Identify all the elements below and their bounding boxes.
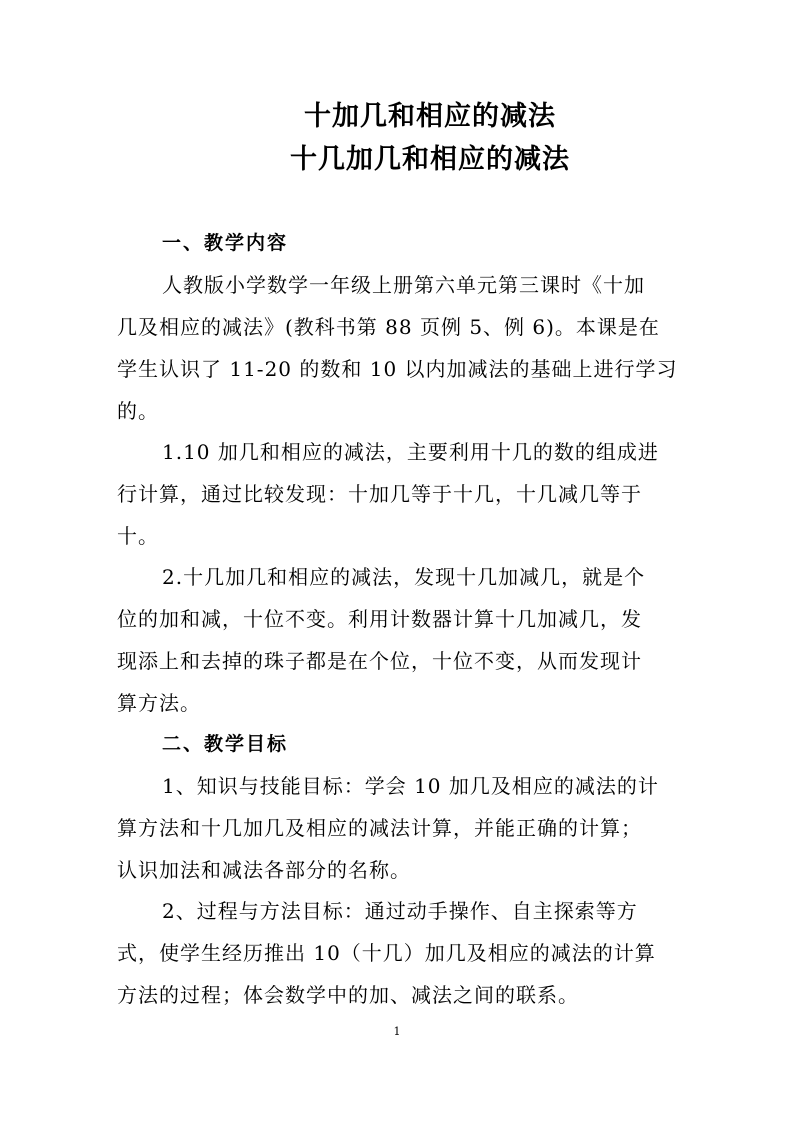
- paragraph-line: 现添上和去掉的珠子都是在个位，十位不变，从而发现计: [117, 649, 642, 673]
- paragraph-line: 十。: [117, 524, 159, 548]
- paragraph-line: 学生认识了 11-20 的数和 10 以内加减法的基础上进行学习: [117, 357, 678, 381]
- paragraph-line: 式，使学生经历推出 10（十几）加几及相应的减法的计算: [117, 941, 656, 965]
- paragraph-line: 2.十几加几和相应的减法，发现十几加减几，就是个: [162, 565, 646, 589]
- paragraph-line: 2、过程与方法目标：通过动手操作、自主探索等方: [162, 899, 638, 923]
- paragraph-line: 1.10 加几和相应的减法，主要利用十几的数的组成进: [162, 440, 659, 464]
- paragraph-line: 人教版小学数学一年级上册第六单元第三课时《十加: [162, 273, 645, 297]
- paragraph-line: 认识加法和减法各部分的名称。: [117, 858, 411, 882]
- section-heading-teaching-content: 一、教学内容: [162, 232, 289, 254]
- paragraph-line: 的。: [117, 399, 159, 423]
- page-number: 1: [393, 1025, 401, 1038]
- paragraph-line: 算方法。: [117, 691, 201, 715]
- title-line-1: 十加几和相应的减法: [304, 101, 556, 132]
- section-heading-teaching-goals: 二、教学目标: [162, 733, 289, 755]
- paragraph-line: 1、知识与技能目标：学会 10 加几及相应的减法的计: [162, 774, 659, 798]
- paragraph-line: 位的加和减，十位不变。利用计数器计算十几加减几，发: [117, 607, 642, 631]
- paragraph-line: 方法的过程；体会数学中的加、减法之间的联系。: [117, 983, 579, 1007]
- title-line-2: 十几加几和相应的减法: [290, 144, 570, 175]
- paragraph-line: 几及相应的减法》(教科书第 88 页例 5、例 6)。本课是在: [117, 315, 660, 339]
- paragraph-line: 算方法和十几加几及相应的减法计算，并能正确的计算；: [117, 816, 642, 840]
- paragraph-line: 行计算，通过比较发现：十加几等于十几，十几减几等于: [117, 482, 642, 506]
